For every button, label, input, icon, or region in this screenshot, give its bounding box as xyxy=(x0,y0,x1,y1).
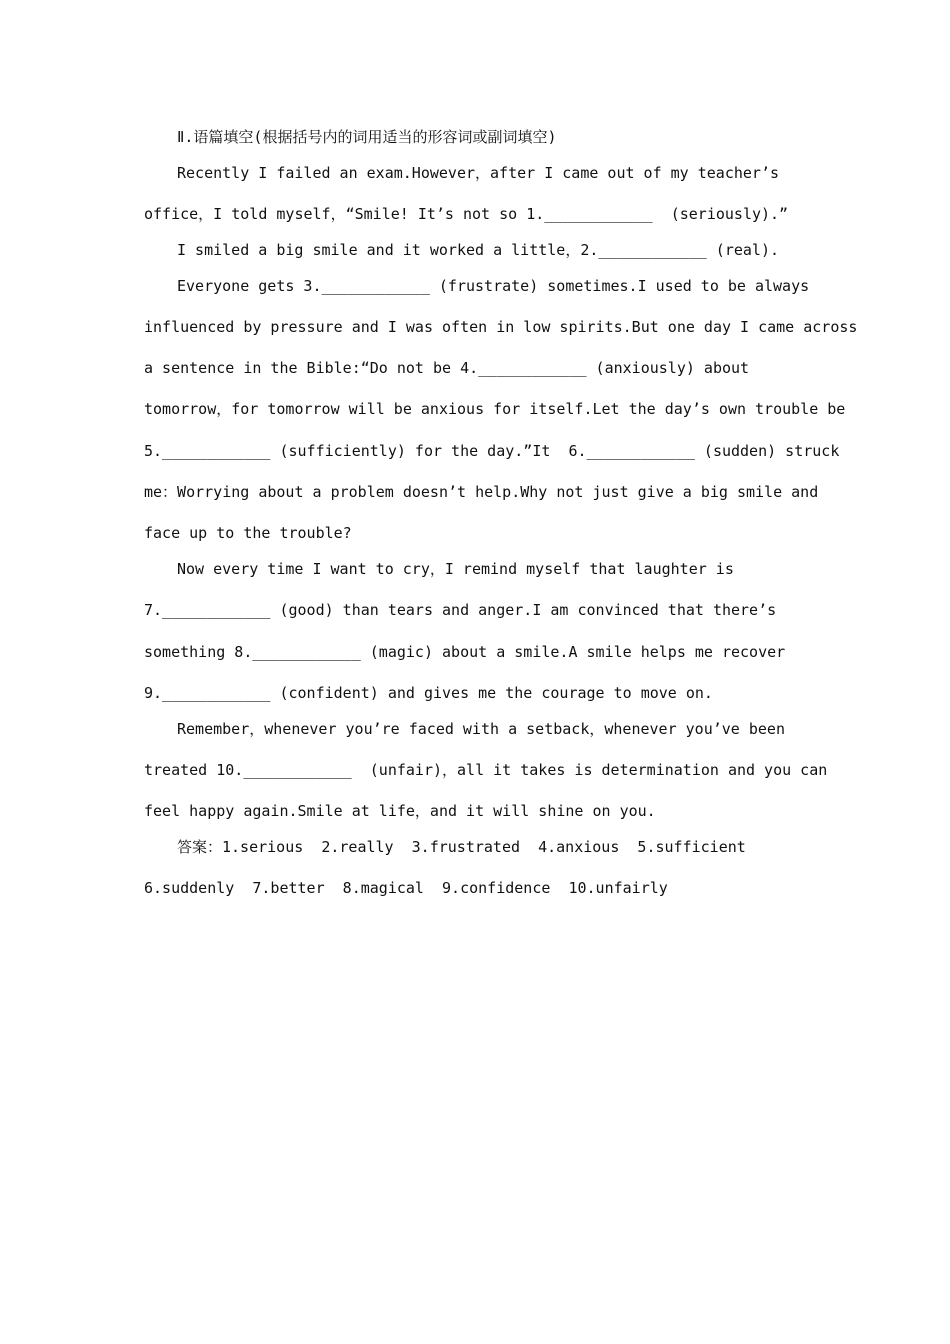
passage-line: feel happy again.Smile at life，and it will shine on you. xyxy=(144,802,656,820)
passage-line: me：Worrying about a problem doesn’t help.Why not just give a big smile and xyxy=(144,483,819,501)
section-heading: Ⅱ.语篇填空(根据括号内的词用适当的形容词或副词填空) xyxy=(177,128,557,146)
passage-line: Now every time I want to cry，I remind myself that laughter is xyxy=(177,560,734,578)
answer-key-line: 6.suddenly 7.better 8.magical 9.confidence 10.unfairly xyxy=(144,879,668,897)
passage-line: 7.____________ (good) than tears and anger.I am convinced that there’s xyxy=(144,601,777,619)
passage-line: something 8.____________ (magic) about a smile.A smile helps me recover xyxy=(144,643,786,661)
passage-line: face up to the trouble? xyxy=(144,524,352,542)
answer-key-line: 答案：1.serious 2.really 3.frustrated 4.anxious 5.sufficient xyxy=(177,838,746,856)
passage-line: 9.____________ (confident) and gives me the courage to move on. xyxy=(144,684,713,702)
passage-line: I smiled a big smile and it worked a little，2.____________ (real). xyxy=(177,241,779,259)
passage-line: office，I told myself，“Smile! It’s not so 1.____________ (seriously).” xyxy=(144,205,789,223)
passage-line: Recently I failed an exam.However，after I came out of my teacher’s xyxy=(177,164,779,182)
passage-line: 5.____________ (sufficiently) for the day.”It 6.____________ (sudden) struck xyxy=(144,442,840,460)
passage-line: influenced by pressure and I was often in low spirits.But one day I came across xyxy=(144,318,858,336)
passage-line: a sentence in the Bible:“Do not be 4.____________ (anxiously) about xyxy=(144,359,750,377)
passage-line: Remember，whenever you’re faced with a setback，whenever you’ve been xyxy=(177,720,785,738)
passage-line: treated 10.____________ (unfair)，all it takes is determination and you can xyxy=(144,761,828,779)
passage-line: tomorrow，for tomorrow will be anxious for itself.Let the day’s own trouble be xyxy=(144,400,846,418)
passage-line: Everyone gets 3.____________ (frustrate) sometimes.I used to be always xyxy=(177,277,810,295)
